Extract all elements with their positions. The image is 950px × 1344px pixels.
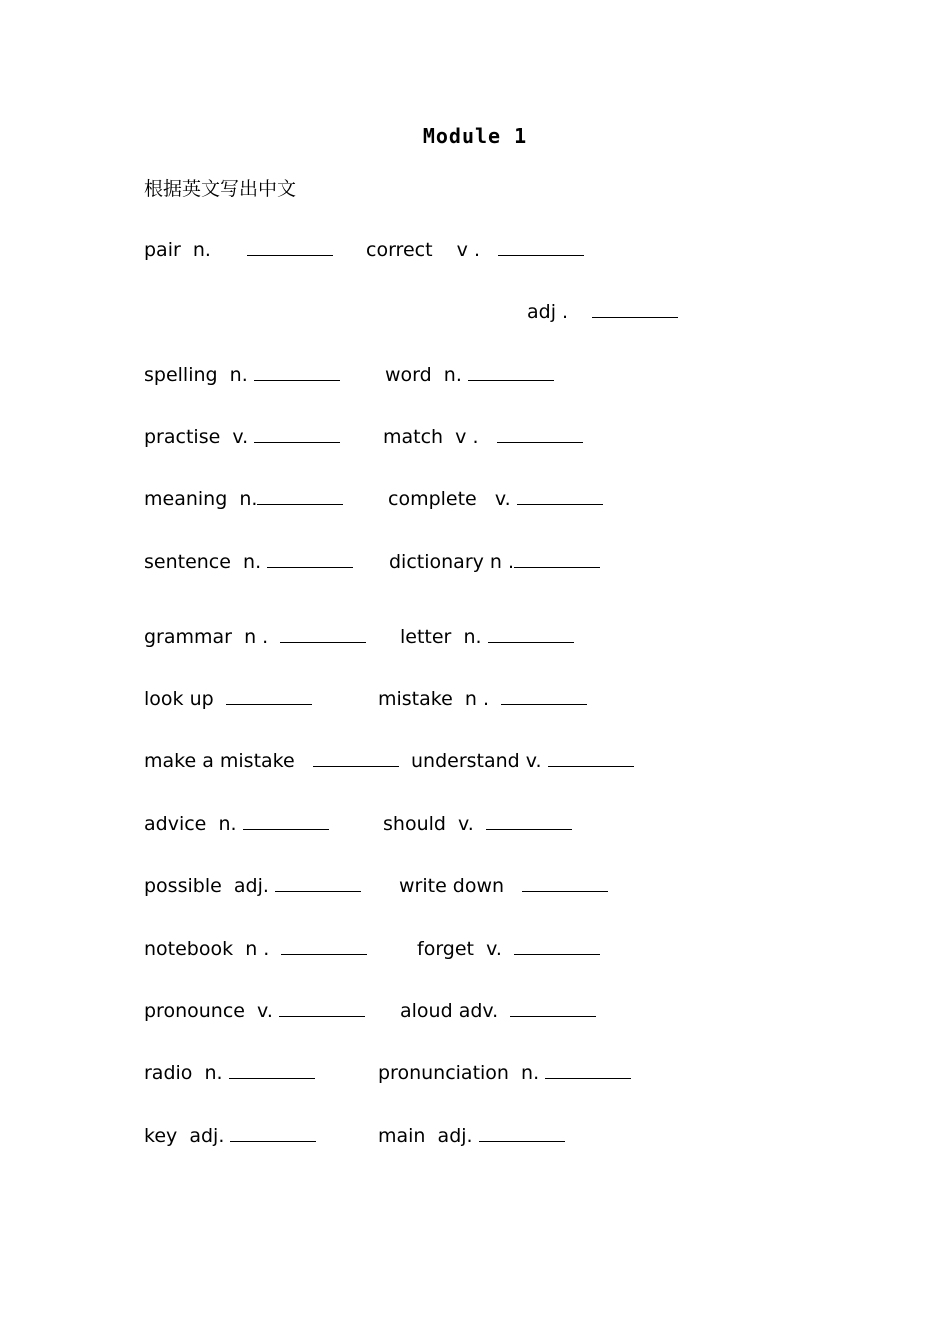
vocab-item-correct-v bbox=[366, 237, 584, 262]
vocab-item-forget bbox=[417, 936, 600, 961]
answer-blank[interactable] bbox=[545, 1060, 631, 1079]
answer-blank[interactable] bbox=[280, 624, 366, 643]
vocab-item-pronunciation bbox=[378, 1060, 631, 1085]
vocab-label: aloud adv. bbox=[400, 1000, 511, 1022]
vocab-label: should v. bbox=[383, 813, 486, 835]
answer-blank[interactable] bbox=[230, 1123, 316, 1142]
vocab-label: key adj. bbox=[144, 1125, 231, 1147]
vocab-item-radio bbox=[144, 1060, 315, 1085]
answer-blank[interactable] bbox=[479, 1123, 565, 1142]
vocab-label: word n. bbox=[385, 364, 468, 386]
vocab-item-correct-adj bbox=[527, 299, 678, 324]
vocab-item-sentence bbox=[144, 549, 353, 574]
vocab-item-should bbox=[383, 811, 572, 836]
answer-blank[interactable] bbox=[517, 486, 603, 505]
vocab-label: dictionary n . bbox=[389, 551, 515, 573]
answer-blank[interactable] bbox=[548, 748, 634, 767]
vocab-label: spelling n. bbox=[144, 364, 254, 386]
vocab-label: correct v . bbox=[366, 239, 499, 261]
vocab-item-key bbox=[144, 1123, 316, 1148]
vocab-label: forget v. bbox=[417, 938, 514, 960]
vocab-item-meaning bbox=[144, 486, 343, 511]
answer-blank[interactable] bbox=[486, 811, 572, 830]
answer-blank[interactable] bbox=[313, 748, 399, 767]
answer-blank[interactable] bbox=[275, 873, 361, 892]
vocab-item-pronounce bbox=[144, 998, 365, 1023]
vocab-label: adj . bbox=[527, 301, 593, 323]
vocab-item-main bbox=[378, 1123, 565, 1148]
answer-blank[interactable] bbox=[488, 624, 574, 643]
vocab-label: advice n. bbox=[144, 813, 243, 835]
answer-blank[interactable] bbox=[257, 486, 343, 505]
vocab-item-spelling bbox=[144, 362, 340, 387]
vocab-label: possible adj. bbox=[144, 875, 275, 897]
vocab-item-possible bbox=[144, 873, 361, 898]
vocab-item-make-a-mistake bbox=[144, 748, 399, 773]
vocab-label: sentence n. bbox=[144, 551, 268, 573]
vocab-item-look-up bbox=[144, 686, 312, 711]
vocab-item-word bbox=[385, 362, 554, 387]
vocab-item-match bbox=[383, 424, 583, 449]
answer-blank[interactable] bbox=[514, 936, 600, 955]
vocab-label: pronunciation n. bbox=[378, 1062, 546, 1084]
answer-blank[interactable] bbox=[468, 362, 554, 381]
vocab-item-notebook bbox=[144, 936, 367, 961]
answer-blank[interactable] bbox=[281, 936, 367, 955]
vocab-item-letter bbox=[400, 624, 574, 649]
answer-blank[interactable] bbox=[514, 549, 600, 568]
page-title: Module 1 bbox=[422, 124, 528, 148]
vocab-item-grammar bbox=[144, 624, 366, 649]
answer-blank[interactable] bbox=[522, 873, 608, 892]
vocab-item-pair bbox=[144, 237, 333, 262]
answer-blank[interactable] bbox=[497, 424, 583, 443]
vocab-label: pair n. bbox=[144, 239, 248, 261]
answer-blank[interactable] bbox=[501, 686, 587, 705]
answer-blank[interactable] bbox=[254, 362, 340, 381]
vocab-item-mistake bbox=[378, 686, 587, 711]
vocab-label: mistake n . bbox=[378, 688, 502, 710]
vocab-label: complete v. bbox=[388, 488, 517, 510]
vocab-label: main adj. bbox=[378, 1125, 479, 1147]
answer-blank[interactable] bbox=[279, 998, 365, 1017]
vocab-label: look up bbox=[144, 688, 226, 710]
vocab-item-understand bbox=[411, 748, 634, 773]
answer-blank[interactable] bbox=[267, 549, 353, 568]
answer-blank[interactable] bbox=[226, 686, 312, 705]
vocab-label: notebook n . bbox=[144, 938, 282, 960]
answer-blank[interactable] bbox=[243, 811, 329, 830]
vocab-label: match v . bbox=[383, 426, 497, 448]
vocab-item-practise bbox=[144, 424, 340, 449]
vocab-item-advice bbox=[144, 811, 329, 836]
vocab-item-write-down bbox=[399, 873, 608, 898]
vocab-label: make a mistake bbox=[144, 750, 313, 772]
answer-blank[interactable] bbox=[229, 1060, 315, 1079]
vocab-label: practise v. bbox=[144, 426, 255, 448]
vocab-label: pronounce v. bbox=[144, 1000, 279, 1022]
vocab-item-complete bbox=[388, 486, 603, 511]
answer-blank[interactable] bbox=[247, 237, 333, 256]
answer-blank[interactable] bbox=[254, 424, 340, 443]
answer-blank[interactable] bbox=[592, 299, 678, 318]
answer-blank[interactable] bbox=[498, 237, 584, 256]
vocab-label: understand v. bbox=[411, 750, 548, 772]
answer-blank[interactable] bbox=[510, 998, 596, 1017]
vocab-label: grammar n . bbox=[144, 626, 281, 648]
vocab-label: meaning n. bbox=[144, 488, 258, 510]
vocab-label: radio n. bbox=[144, 1062, 229, 1084]
vocab-item-aloud bbox=[400, 998, 596, 1023]
instruction-text: 根据英文写出中文 bbox=[144, 178, 297, 200]
vocab-item-dictionary bbox=[389, 549, 600, 574]
vocab-label: write down bbox=[399, 875, 523, 897]
vocab-label: letter n. bbox=[400, 626, 488, 648]
